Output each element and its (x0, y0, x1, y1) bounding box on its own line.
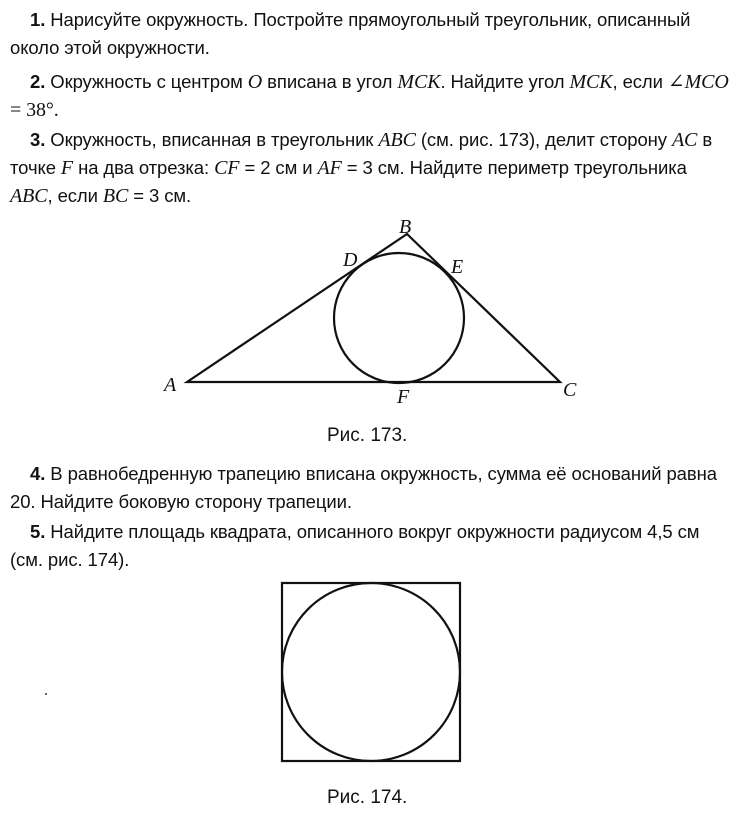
math-var: AC (671, 129, 698, 151)
problem-number: 2 (30, 71, 41, 92)
math-var: BC (102, 185, 129, 207)
math-var: MCK (397, 71, 441, 93)
problem-text: (см. рис. 173), делит сторону (415, 129, 672, 150)
problem-number: 3 (30, 129, 41, 150)
math-value: = 38°. (10, 99, 59, 121)
problem-text: В равнобедренную трапецию вписана окружность, сумма её оснований равна 20. Найдите боковую сторону трапеции. (10, 463, 717, 512)
math-var: O (247, 71, 263, 93)
point-label-a: A (164, 374, 177, 396)
point-label-e: E (451, 256, 464, 278)
problem-text: . Найдите угол (440, 71, 570, 92)
problem-text: на два отрезка: (73, 157, 215, 178)
figure-174-caption: Рис. 174. (327, 787, 408, 808)
point-label-f: F (397, 386, 410, 408)
math-var: ABC (10, 185, 48, 207)
figure-173-caption: Рис. 173. (327, 425, 408, 446)
problem-text: вписана в угол (262, 71, 398, 92)
problem-1: 1. Нарисуйте окружность. Постройте прямоугольный треугольник, описанный около этой окружности. (10, 9, 691, 58)
math-var: MCK (569, 71, 613, 93)
print-speck (45, 693, 47, 695)
problem-text: , если (612, 71, 668, 92)
math-var: CF (214, 157, 240, 179)
problem-3: 3. Окружность, вписанная в треугольник ABC (см. рис. 173), делит сторону AC в точке F на два отрезка: CF = 2 см и AF = 3 см. Найдите периметр треугольника ABC, если BC = 3 см. (10, 129, 713, 207)
problem-2: 2. Окружность с центром O вписана в угол MCK. Найдите угол MCK, если ∠MCO = 38°. (10, 71, 729, 121)
problem-number: 1 (30, 9, 41, 30)
problem-text: в точке (10, 129, 713, 178)
point-label-d: D (343, 249, 358, 271)
math-var: ABC (378, 129, 416, 151)
problem-5: 5. Найдите площадь квадрата, описанного вокруг окружности радиусом 4,5 см (см. рис. 174). (10, 521, 700, 570)
problem-text: = 3 см. (128, 185, 192, 206)
math-var: AF (317, 157, 342, 179)
point-label-c: C (563, 379, 577, 401)
math-expr: ∠MCO (667, 71, 729, 93)
problem-number: 4 (30, 463, 41, 484)
problem-text: = 3 см. Найдите периметр треугольника (341, 157, 687, 178)
problem-4: 4. В равнобедренную трапецию вписана окружность, сумма её оснований равна 20. Найдите боковую сторону трапеции. (10, 463, 717, 512)
math-var: F (60, 157, 74, 179)
problem-text: Найдите площадь квадрата, описанного вокруг окружности радиусом 4,5 см (см. рис. 174). (10, 521, 700, 570)
problem-text: Окружность, вписанная в треугольник (50, 129, 379, 150)
problem-text: Окружность с центром (50, 71, 248, 92)
inscribed-circle (282, 583, 460, 761)
problem-text: Нарисуйте окружность. Постройте прямоугольный треугольник, описанный около этой окружности. (10, 9, 691, 58)
problem-text: , если (47, 185, 103, 206)
problem-number: 5 (30, 521, 41, 542)
point-label-b: B (399, 216, 412, 238)
problem-text: = 2 см и (239, 157, 318, 178)
